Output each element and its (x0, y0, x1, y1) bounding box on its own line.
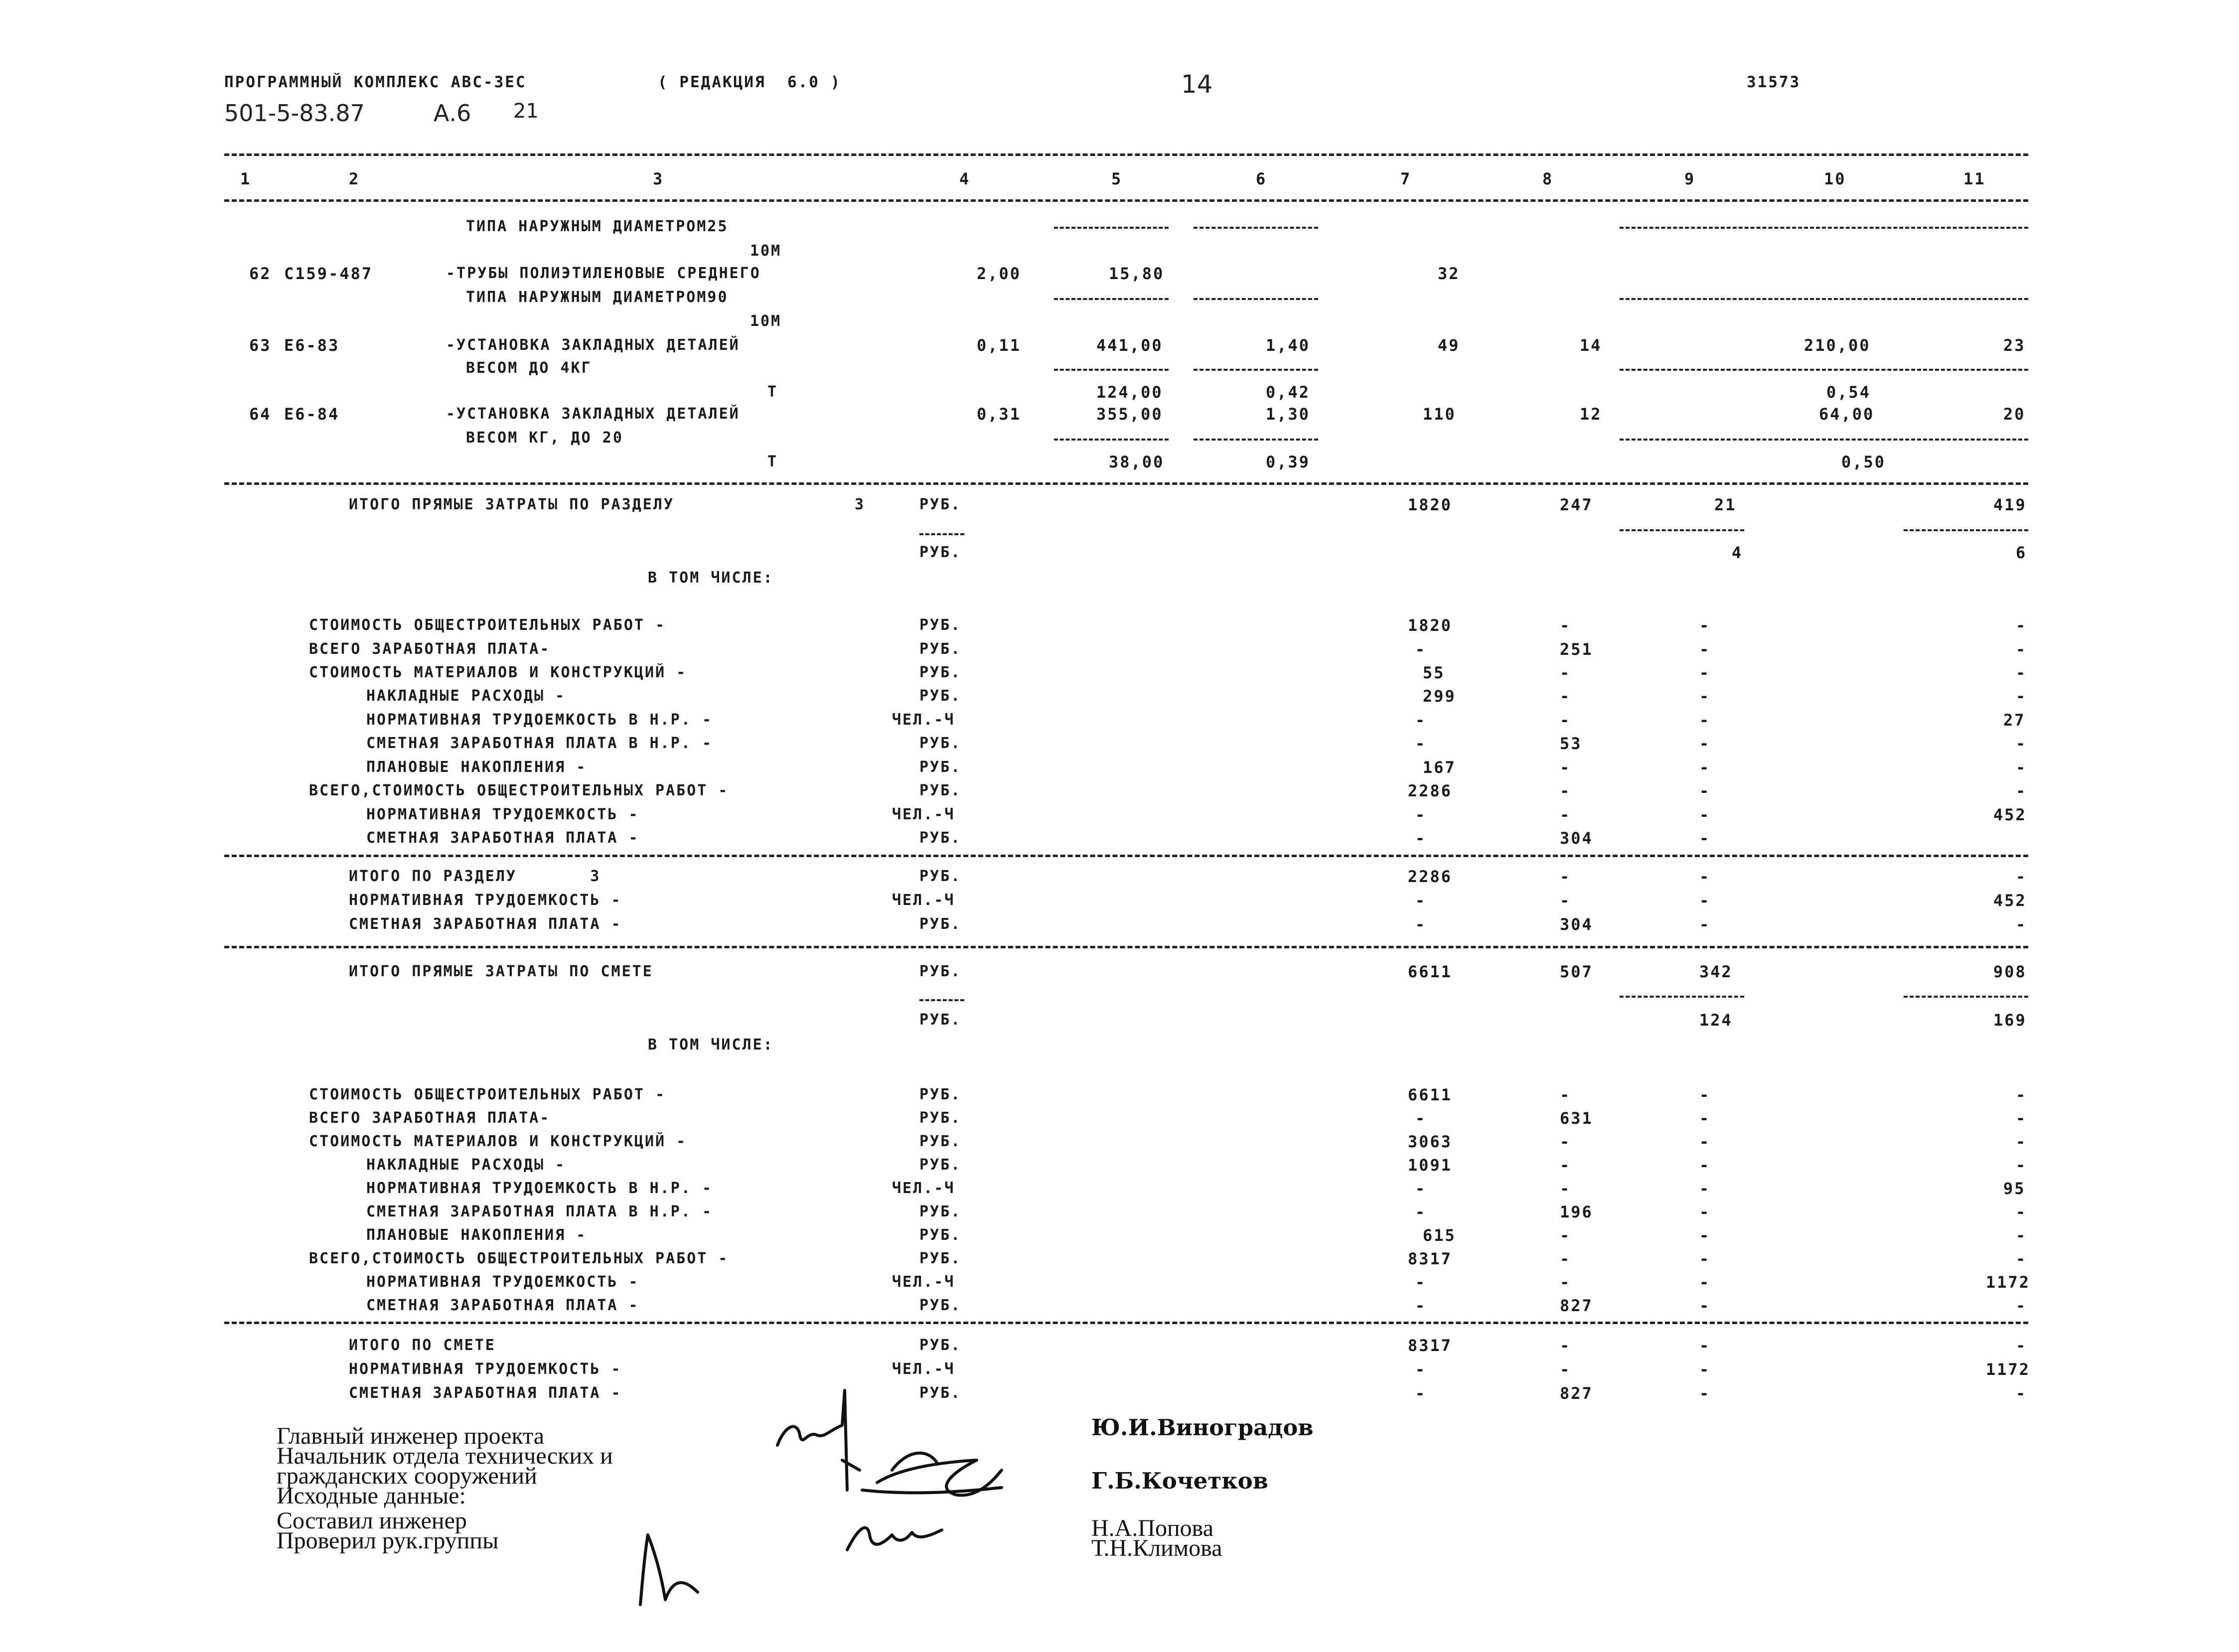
breakdown-unit: РУБ. (919, 915, 962, 933)
item-description: -УСТАНОВКА ЗАКЛАДНЫХ ДЕТАЛЕЙ (446, 405, 740, 423)
item-unit: 10М (750, 312, 782, 330)
breakdown-col9: - (1699, 711, 1711, 730)
breakdown-col7: - (1415, 734, 1427, 753)
name-compiler: Н.А.Попова (1091, 1515, 1214, 1541)
column-number: 4 (959, 169, 971, 188)
estimate-direct-col11-secondary: 169 (1993, 1011, 2027, 1030)
breakdown-col11: - (2016, 687, 2027, 706)
breakdown-label: СМЕТНАЯ ЗАРАБОТНАЯ ПЛАТА В Н.Р. - (366, 735, 713, 752)
breakdown-col8: - (1560, 867, 1571, 886)
item-code: Е6-83 (284, 336, 340, 355)
breakdown-col7: 3063 (1408, 1132, 1453, 1151)
signature-chief (777, 1390, 847, 1490)
breakdown-col9: - (1699, 829, 1711, 848)
breakdown-col8: - (1560, 1360, 1571, 1379)
breakdown-unit: РУБ. (919, 758, 962, 776)
breakdown-label: СТОИМОСТЬ МАТЕРИАЛОВ И КОНСТРУКЦИЙ - (309, 1133, 687, 1150)
breakdown-col11: - (2016, 1226, 2027, 1245)
breakdown-col8: - (1560, 758, 1571, 777)
breakdown-col11: 452 (1993, 805, 2027, 824)
breakdown-col8: - (1560, 1249, 1571, 1268)
breakdown-col9: - (1699, 1273, 1711, 1292)
role-chief-engineer: Главный инженер проекта (277, 1423, 545, 1449)
breakdown-col9: - (1699, 1336, 1711, 1355)
item-col6: 1,30 (1266, 405, 1311, 424)
item-col10-secondary: 0,54 (1826, 383, 1871, 402)
breakdown-col8: 631 (1560, 1109, 1593, 1128)
breakdown-col9: - (1699, 1202, 1711, 1221)
item-code: С159-487 (284, 264, 373, 283)
breakdown-col7: 8317 (1408, 1336, 1453, 1355)
column-number: 11 (1963, 169, 1986, 188)
breakdown-unit: РУБ. (919, 1337, 962, 1354)
breakdown-label: ВСЕГО ЗАРАБОТНАЯ ПЛАТА- (309, 1109, 551, 1127)
estimate-direct-costs-label: ИТОГО ПРЯМЫЕ ЗАТРАТЫ ПО СМЕТЕ (349, 963, 653, 980)
breakdown-unit: ЧЕЛ.-Ч (892, 1360, 955, 1378)
breakdown-col7: - (1415, 711, 1427, 730)
breakdown-unit: РУБ. (919, 1297, 962, 1314)
breakdown-label: НОРМАТИВНАЯ ТРУДОЕМКОСТЬ В Н.Р. - (366, 711, 713, 729)
breakdown-col7: 6611 (1408, 1085, 1453, 1104)
breakdown-col11: 27 (2003, 711, 2026, 730)
breakdown-col9: - (1699, 616, 1711, 635)
section-total-label: СМЕТНАЯ ЗАРАБОТНАЯ ПЛАТА - (349, 915, 622, 933)
breakdown-col11: - (2016, 1085, 2027, 1104)
breakdown-label: СТОИМОСТЬ ОБЩЕСТРОИТЕЛЬНЫХ РАБОТ - (309, 1086, 666, 1103)
breakdown-col8: 304 (1560, 829, 1593, 848)
breakdown-col8: - (1560, 1273, 1571, 1292)
breakdown-col11: 95 (2003, 1179, 2026, 1198)
breakdown-col9: - (1699, 1109, 1711, 1128)
column-number: 9 (1684, 169, 1696, 188)
breakdown-col8: 251 (1560, 640, 1593, 659)
item-price-secondary: 38,00 (1109, 452, 1165, 471)
breakdown-col11: - (2016, 1202, 2027, 1221)
breakdown-col9: - (1699, 1296, 1711, 1315)
item-col6-secondary: 0,39 (1266, 452, 1311, 471)
breakdown-label: СМЕТНАЯ ЗАРАБОТНАЯ ПЛАТА - (366, 1297, 639, 1314)
section-direct-col9-secondary: 4 (1732, 543, 1743, 562)
breakdown-col9: - (1699, 891, 1711, 910)
item-col10: 210,00 (1804, 336, 1871, 355)
unit-rub: РУБ. (919, 496, 962, 513)
estimate-total-label: СМЕТНАЯ ЗАРАБОТНАЯ ПЛАТА - (349, 1384, 622, 1402)
breakdown-label: ВСЕГО ЗАРАБОТНАЯ ПЛАТА- (309, 640, 551, 658)
breakdown-col9: - (1699, 734, 1711, 753)
breakdown-col9: - (1699, 1360, 1711, 1379)
item-quantity: 0,11 (977, 336, 1022, 355)
breakdown-unit: РУБ. (919, 868, 962, 885)
breakdown-col7: - (1415, 1202, 1427, 1221)
section-direct-col8: 247 (1560, 495, 1593, 514)
section-direct-col11: 419 (1993, 495, 2027, 514)
breakdown-col9: - (1699, 805, 1711, 824)
breakdown-label: ВСЕГО,СТОИМОСТЬ ОБЩЕСТРОИТЕЛЬНЫХ РАБОТ - (309, 782, 729, 799)
column-number: 3 (653, 169, 664, 188)
breakdown-col8: - (1560, 1132, 1571, 1151)
item-description-cont: ТИПА НАРУЖНЫМ ДИАМЕТРОМ90 (466, 289, 729, 306)
album-label: А.6 (434, 100, 471, 127)
item-unit: 10М (750, 242, 782, 260)
name-checker: Т.Н.Климова (1091, 1535, 1222, 1561)
breakdown-col7: - (1415, 915, 1427, 934)
item-number: 62 (249, 264, 272, 283)
item-code: Е6-84 (284, 405, 340, 424)
breakdown-col11: - (2016, 616, 2027, 635)
breakdown-col7: 55 (1423, 663, 1445, 682)
item-total: 49 (1438, 336, 1460, 355)
estimate-direct-total: 6611 (1408, 962, 1453, 981)
breakdown-col9: - (1699, 758, 1711, 777)
breakdown-col7: 1091 (1408, 1156, 1453, 1175)
breakdown-col11: 452 (1993, 891, 2027, 910)
breakdown-unit: РУБ. (919, 664, 962, 681)
column-number: 7 (1400, 169, 1412, 188)
project-code: 501-5-83.87 (224, 100, 365, 127)
breakdown-col7: - (1415, 1360, 1427, 1379)
breakdown-col7: 8317 (1408, 1249, 1453, 1268)
breakdown-col11: - (2016, 1132, 2027, 1151)
breakdown-unit: РУБ. (919, 735, 962, 752)
column-number: 10 (1824, 169, 1846, 188)
breakdown-unit: ЧЕЛ.-Ч (892, 892, 955, 909)
item-unit: Т (767, 453, 778, 470)
sheet-label: 21 (513, 100, 539, 123)
breakdown-col7: 2286 (1408, 867, 1453, 886)
breakdown-label: ПЛАНОВЫЕ НАКОПЛЕНИЯ - (366, 1226, 587, 1244)
breakdown-label: СТОИМОСТЬ МАТЕРИАЛОВ И КОНСТРУКЦИЙ - (309, 664, 687, 681)
signature-head-underline (862, 1488, 1002, 1493)
column-number: 8 (1542, 169, 1554, 188)
item-col6: 1,40 (1266, 336, 1311, 355)
item-quantity: 2,00 (977, 264, 1022, 283)
breakdown-col7: - (1415, 1273, 1427, 1292)
item-description: ТИПА НАРУЖНЫМ ДИАМЕТРОМ25 (466, 218, 729, 235)
breakdown-unit: РУБ. (919, 1384, 962, 1402)
breakdown-col11: - (2016, 1249, 2027, 1268)
breakdown-col9: - (1699, 663, 1711, 682)
estimate-total-label: ИТОГО ПО СМЕТЕ (349, 1337, 496, 1354)
breakdown-unit: РУБ. (919, 1203, 962, 1220)
breakdown-col7: - (1415, 1296, 1427, 1315)
breakdown-unit: ЧЕЛ.-Ч (892, 806, 955, 823)
breakdown-col11: - (2016, 758, 2027, 777)
item-col6-secondary: 0,42 (1266, 383, 1311, 402)
breakdown-unit: РУБ. (919, 1109, 962, 1127)
signature-compiler (847, 1528, 942, 1550)
breakdown-col9: - (1699, 867, 1711, 886)
breakdown-col7: - (1415, 640, 1427, 659)
item-number: 63 (249, 336, 272, 355)
breakdown-col7: - (1415, 1109, 1427, 1128)
breakdown-col8: 53 (1560, 734, 1582, 753)
breakdown-col11: - (2016, 1384, 2027, 1403)
item-total: 110 (1423, 405, 1456, 424)
breakdown-col11: - (2016, 663, 2027, 682)
breakdown-col9: - (1699, 1226, 1711, 1245)
breakdown-col8: - (1560, 1156, 1571, 1175)
breakdown-col7: 1820 (1408, 616, 1453, 635)
item-price-secondary: 124,00 (1096, 383, 1163, 402)
item-number: 64 (249, 405, 272, 424)
breakdown-unit: РУБ. (919, 640, 962, 658)
item-unit: Т (767, 383, 778, 401)
breakdown-col9: - (1699, 1132, 1711, 1151)
signature-chief-tail (842, 1460, 860, 1470)
breakdown-col11: 1172 (1986, 1360, 2031, 1379)
breakdown-col7: 615 (1423, 1226, 1456, 1245)
breakdown-col9: - (1699, 687, 1711, 706)
unit-rub: РУБ. (919, 963, 962, 980)
breakdown-label: НАКЛАДНЫЕ РАСХОДЫ - (366, 687, 566, 705)
column-number: 1 (240, 169, 252, 188)
item-price: 441,00 (1096, 336, 1163, 355)
breakdown-col7: - (1415, 891, 1427, 910)
breakdown-col9: - (1699, 1384, 1711, 1403)
estimate-direct-col9-secondary: 124 (1699, 1011, 1733, 1030)
breakdown-col8: - (1560, 616, 1571, 635)
including-heading: В ТОМ ЧИСЛЕ: (648, 569, 774, 587)
breakdown-col7: - (1415, 1179, 1427, 1198)
breakdown-col9: - (1699, 781, 1711, 800)
edition-label: ( РЕДАКЦИЯ 6.0 ) (658, 73, 842, 91)
section-total-label: НОРМАТИВНАЯ ТРУДОЕМКОСТЬ - (349, 892, 622, 909)
estimate-total-label: НОРМАТИВНАЯ ТРУДОЕМКОСТЬ - (349, 1360, 622, 1378)
breakdown-col9: - (1699, 1156, 1711, 1175)
breakdown-label: НАКЛАДНЫЕ РАСХОДЫ - (366, 1156, 566, 1174)
breakdown-unit: РУБ. (919, 616, 962, 634)
breakdown-col11: - (2016, 867, 2027, 886)
item-col8: 14 (1580, 336, 1602, 355)
role-checker: Проверил рук.группы (277, 1527, 499, 1554)
breakdown-unit: ЧЕЛ.-Ч (892, 1273, 955, 1291)
item-col8: 12 (1580, 405, 1602, 424)
breakdown-col8: 304 (1560, 915, 1593, 934)
breakdown-col8: - (1560, 1336, 1571, 1355)
program-title: ПРОГРАММНЫЙ КОМПЛЕКС АВС-3ЕС (224, 73, 527, 91)
section-number: 3 (855, 496, 866, 513)
breakdown-col11: 1172 (1986, 1273, 2031, 1292)
breakdown-unit: РУБ. (919, 1226, 962, 1244)
breakdown-col9: - (1699, 640, 1711, 659)
document-code: 31573 (1747, 73, 1801, 91)
breakdown-col9: - (1699, 1179, 1711, 1198)
section-direct-costs-label: ИТОГО ПРЯМЫЕ ЗАТРАТЫ ПО РАЗДЕЛУ (349, 496, 674, 513)
breakdown-col8: - (1560, 1085, 1571, 1104)
breakdown-label: СТОИМОСТЬ ОБЩЕСТРОИТЕЛЬНЫХ РАБОТ - (309, 616, 666, 634)
item-col11: 23 (2003, 336, 2026, 355)
breakdown-col11: - (2016, 640, 2027, 659)
item-description: -УСТАНОВКА ЗАКЛАДНЫХ ДЕТАЛЕЙ (446, 336, 740, 354)
breakdown-unit: РУБ. (919, 1086, 962, 1103)
breakdown-unit: РУБ. (919, 687, 962, 705)
column-number: 6 (1256, 169, 1267, 188)
role-department-head-cont: гражданских сооружений (277, 1463, 537, 1489)
item-price: 355,00 (1096, 405, 1163, 424)
breakdown-col11: - (2016, 1336, 2027, 1355)
breakdown-col8: 196 (1560, 1202, 1593, 1221)
name-department-head: Г.Б.Кочетков (1091, 1468, 1269, 1494)
item-col11: 20 (2003, 405, 2026, 424)
breakdown-col11: - (2016, 1109, 2027, 1128)
breakdown-col7: - (1415, 829, 1427, 848)
breakdown-col11: - (2016, 781, 2027, 800)
signature-checker (640, 1535, 698, 1605)
breakdown-col11: - (2016, 1296, 2027, 1315)
breakdown-col11: - (2016, 915, 2027, 934)
breakdown-col7: - (1415, 1384, 1427, 1403)
page-number: 14 (1181, 70, 1213, 99)
breakdown-unit: ЧЕЛ.-Ч (892, 711, 955, 729)
breakdown-col8: - (1560, 805, 1571, 824)
section-direct-total: 1820 (1408, 495, 1453, 514)
breakdown-col8: - (1560, 891, 1571, 910)
item-description: -ТРУБЫ ПОЛИЭТИЛЕНОВЫЕ СРЕДНЕГО (446, 265, 761, 282)
breakdown-col7: - (1415, 805, 1427, 824)
breakdown-unit: РУБ. (919, 1250, 962, 1267)
breakdown-col8: - (1560, 1226, 1571, 1245)
breakdown-col8: - (1560, 663, 1571, 682)
name-chief-engineer: Ю.И.Виноградов (1091, 1414, 1314, 1441)
unit-rub: РУБ. (919, 544, 962, 561)
breakdown-unit: РУБ. (919, 782, 962, 799)
breakdown-col11: - (2016, 734, 2027, 753)
breakdown-label: НОРМАТИВНАЯ ТРУДОЕМКОСТЬ - (366, 806, 639, 823)
breakdown-label: ПЛАНОВЫЕ НАКОПЛЕНИЯ - (366, 758, 587, 776)
section-total-label: ИТОГО ПО РАЗДЕЛУ 3 (349, 868, 601, 885)
breakdown-col8: - (1560, 1179, 1571, 1198)
breakdown-col8: - (1560, 687, 1571, 706)
breakdown-label: НОРМАТИВНАЯ ТРУДОЕМКОСТЬ В Н.Р. - (366, 1180, 713, 1197)
breakdown-col8: 827 (1560, 1384, 1593, 1403)
breakdown-col8: - (1560, 711, 1571, 730)
breakdown-unit: РУБ. (919, 829, 962, 847)
breakdown-label: НОРМАТИВНАЯ ТРУДОЕМКОСТЬ - (366, 1273, 639, 1291)
role-source-data: Исходные данные: (277, 1483, 466, 1509)
breakdown-col7: 167 (1423, 758, 1456, 777)
item-quantity: 0,31 (977, 405, 1022, 424)
item-total: 32 (1438, 264, 1460, 283)
item-description-cont: ВЕСОМ КГ, ДО 20 (466, 429, 623, 447)
breakdown-label: СМЕТНАЯ ЗАРАБОТНАЯ ПЛАТА В Н.Р. - (366, 1203, 713, 1220)
breakdown-label: ВСЕГО,СТОИМОСТЬ ОБЩЕСТРОИТЕЛЬНЫХ РАБОТ - (309, 1250, 729, 1267)
breakdown-col11: - (2016, 1156, 2027, 1175)
column-number: 2 (349, 169, 360, 188)
breakdown-unit: РУБ. (919, 1133, 962, 1150)
column-number: 5 (1111, 169, 1123, 188)
breakdown-col7: 2286 (1408, 781, 1453, 800)
section-direct-col11-secondary: 6 (2016, 543, 2027, 562)
item-description-cont: ВЕСОМ ДО 4КГ (466, 359, 592, 377)
breakdown-label: СМЕТНАЯ ЗАРАБОТНАЯ ПЛАТА - (366, 829, 639, 847)
including-heading: В ТОМ ЧИСЛЕ: (648, 1036, 774, 1053)
role-department-head: Начальник отдела технических и (277, 1443, 613, 1469)
item-col10-secondary: 0,50 (1841, 452, 1886, 471)
breakdown-col9: - (1699, 1249, 1711, 1268)
breakdown-col9: - (1699, 915, 1711, 934)
item-price: 15,80 (1109, 264, 1165, 283)
estimate-direct-col9: 342 (1699, 962, 1733, 981)
item-col10: 64,00 (1819, 405, 1875, 424)
breakdown-col7: 299 (1423, 687, 1456, 706)
breakdown-unit: РУБ. (919, 1156, 962, 1174)
estimate-direct-col8: 507 (1560, 962, 1593, 981)
unit-rub: РУБ. (919, 1011, 962, 1029)
breakdown-col8: - (1560, 781, 1571, 800)
breakdown-col9: - (1699, 1085, 1711, 1104)
role-compiler: Составил инженер (277, 1507, 467, 1534)
breakdown-col8: 827 (1560, 1296, 1593, 1315)
estimate-direct-col11: 908 (1993, 962, 2027, 981)
breakdown-unit: ЧЕЛ.-Ч (892, 1180, 955, 1197)
section-direct-col9: 21 (1714, 495, 1737, 514)
